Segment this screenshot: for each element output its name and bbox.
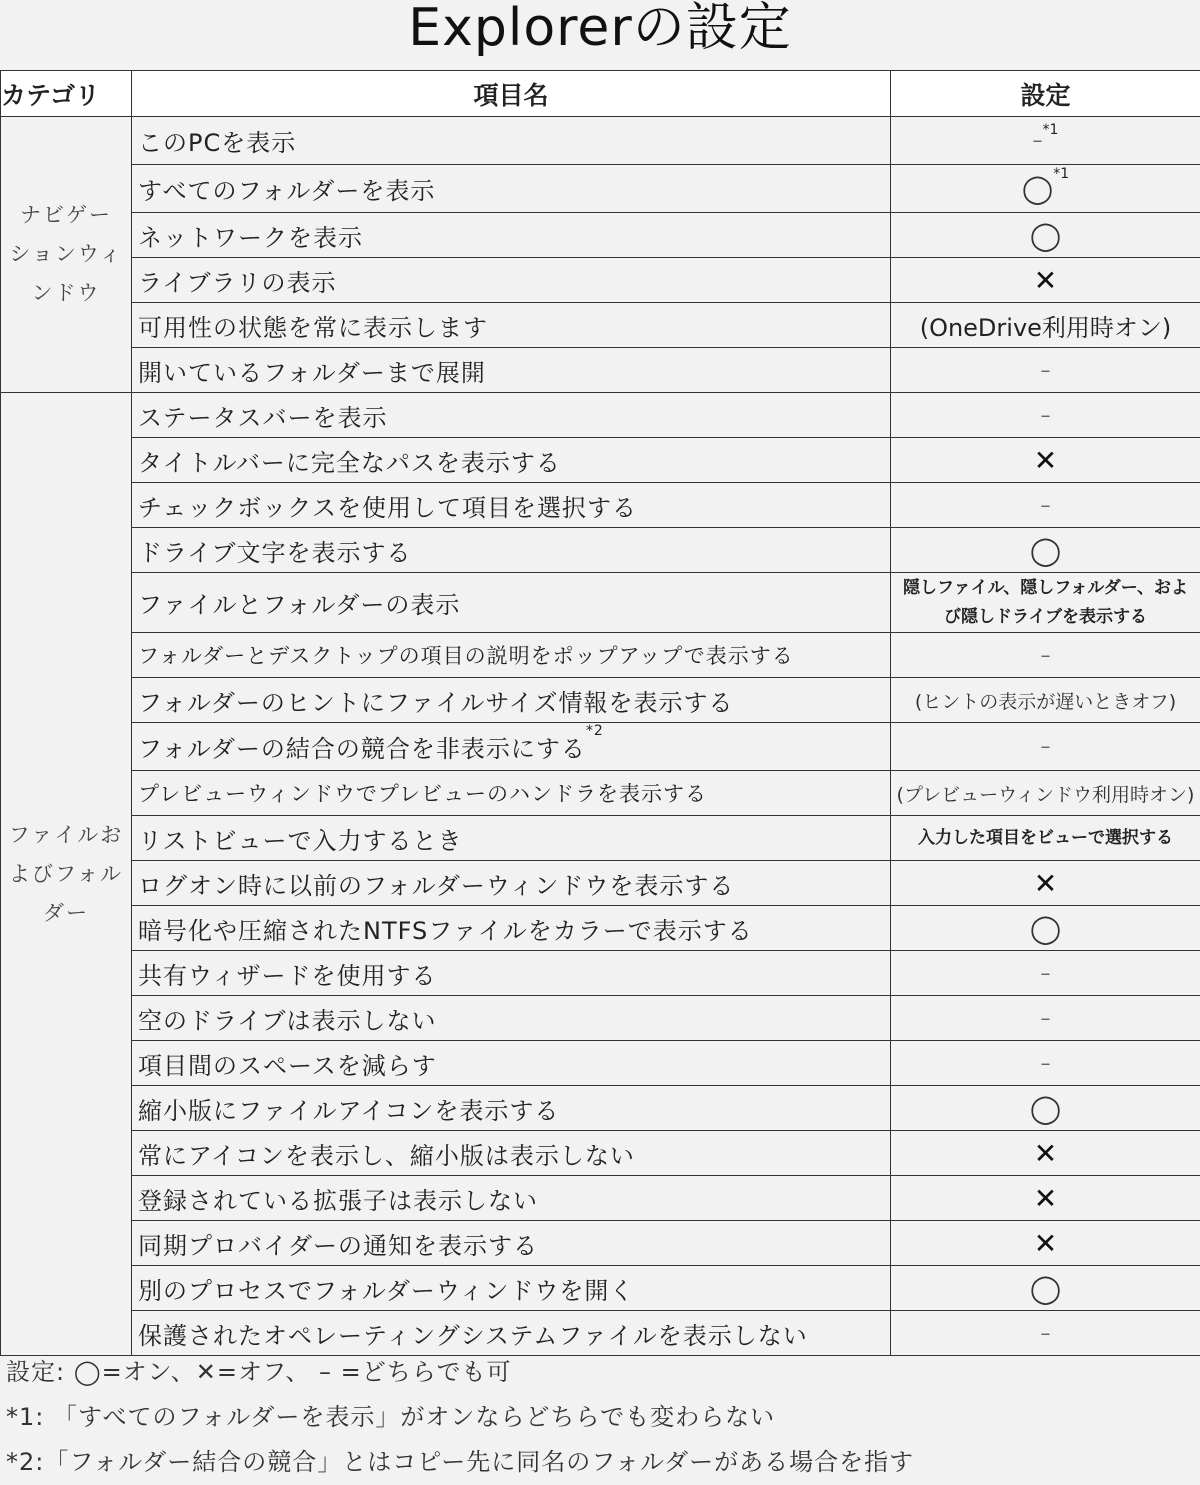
setting-cell: [891, 723, 1200, 771]
item-label: ネットワークを表示: [138, 224, 363, 252]
category-label-line: ダー: [1, 894, 131, 933]
item-name-cell: [132, 213, 891, 258]
off-cross-icon: ✕: [1034, 1182, 1057, 1215]
item-name-cell: [132, 723, 891, 771]
item-label: タイトルバーに完全なパスを表示する: [138, 449, 561, 477]
item-label: ライブラリの表示: [138, 269, 337, 297]
category-label-line: ションウィ: [1, 235, 131, 274]
either-dash-icon: –: [1041, 734, 1051, 758]
header-item: 項目名: [132, 71, 891, 117]
off-cross-icon: ✕: [1034, 1227, 1057, 1260]
table-row: [1, 528, 1200, 573]
setting-text: 入力した項目をビューで選択する: [898, 824, 1194, 853]
on-circle-icon: ◯: [1030, 1272, 1061, 1305]
table-body: [1, 117, 1200, 1356]
item-label: プレビューウィンドウでプレビューのハンドラを表示する: [138, 782, 707, 806]
table-row: [1, 213, 1200, 258]
either-dash-icon: –: [1041, 1321, 1051, 1345]
item-name-cell: [132, 816, 891, 861]
setting-text: 隠しファイル、隠しフォルダー、および隠しドライブを表示する: [898, 574, 1194, 632]
category-label-line: ファイルお: [1, 816, 131, 855]
item-name-cell: [132, 771, 891, 816]
footer-legend: 設定: ◯=オン、✕=オフ、 – =どちらでも可: [6, 1350, 914, 1395]
item-label: 共有ウィザードを使用する: [138, 962, 437, 990]
item-name-cell: [132, 528, 891, 573]
setting-cell: [891, 1176, 1200, 1221]
item-label: 開いているフォルダーまで展開: [138, 359, 486, 387]
header-category: カテゴリ: [1, 71, 132, 117]
table-row: [1, 1176, 1200, 1221]
item-label: 項目間のスペースを減らす: [138, 1052, 437, 1080]
on-circle-icon: ◯: [1030, 534, 1061, 567]
category-label-line: ナビゲー: [1, 196, 131, 235]
setting-cell: [891, 258, 1200, 303]
setting-cell: [891, 1086, 1200, 1131]
item-name-cell: [132, 348, 891, 393]
item-name-cell: [132, 1131, 891, 1176]
item-name-cell: [132, 1221, 891, 1266]
item-name-cell: [132, 438, 891, 483]
table-header-row: [1, 71, 1200, 117]
table-row: [1, 861, 1200, 906]
setting-text: (OneDrive利用時オン): [920, 314, 1172, 342]
item-label: ステータスバーを表示: [138, 404, 388, 432]
item-name-cell: [132, 1086, 891, 1131]
item-name-cell: [132, 996, 891, 1041]
item-label: ログオン時に以前のフォルダーウィンドウを表示する: [138, 872, 734, 900]
table-row: [1, 723, 1200, 771]
table-row: [1, 165, 1200, 213]
table-row: [1, 258, 1200, 303]
header-setting: 設定: [891, 71, 1200, 117]
either-dash-icon: –: [1041, 403, 1051, 427]
off-cross-icon: ✕: [1034, 1137, 1057, 1170]
off-cross-icon: ✕: [1034, 264, 1057, 297]
item-name-cell: [132, 951, 891, 996]
table-row: [1, 996, 1200, 1041]
setting-cell: [891, 996, 1200, 1041]
table-row: [1, 1311, 1200, 1356]
item-label: 暗号化や圧縮されたNTFSファイルをカラーで表示する: [138, 917, 753, 945]
item-name-cell: [132, 573, 891, 633]
setting-cell: [891, 1266, 1200, 1311]
item-label: 可用性の状態を常に表示します: [138, 314, 488, 342]
item-name-cell: [132, 117, 891, 165]
setting-cell: [891, 678, 1200, 723]
on-circle-icon: ◯: [1022, 172, 1053, 205]
either-dash-icon: –: [1041, 961, 1051, 985]
item-name-cell: [132, 165, 891, 213]
setting-cell: [891, 906, 1200, 951]
table-row: [1, 678, 1200, 723]
item-footnote-mark: *2: [586, 723, 604, 739]
table-row: [1, 438, 1200, 483]
item-label: 保護されたオペレーティングシステムファイルを表示しない: [138, 1322, 808, 1350]
item-name-cell: [132, 906, 891, 951]
item-label: フォルダーとデスクトップの項目の説明をポップアップで表示する: [138, 644, 794, 668]
table-row: [1, 348, 1200, 393]
item-name-cell: [132, 678, 891, 723]
item-label: 登録されている拡張子は表示しない: [138, 1187, 538, 1215]
table-row: [1, 771, 1200, 816]
table-row: [1, 633, 1200, 678]
item-label: 同期プロバイダーの通知を表示する: [138, 1232, 538, 1260]
off-cross-icon: ✕: [1034, 444, 1057, 477]
table-row: [1, 1221, 1200, 1266]
table-row: [1, 393, 1200, 438]
setting-cell: [891, 951, 1200, 996]
setting-cell: [891, 816, 1200, 861]
setting-cell: [891, 483, 1200, 528]
item-name-cell: [132, 303, 891, 348]
setting-cell: [891, 573, 1200, 633]
item-name-cell: [132, 1041, 891, 1086]
setting-footnote-mark: *1: [1053, 166, 1069, 182]
either-dash-icon: –: [1041, 643, 1051, 667]
setting-cell: [891, 861, 1200, 906]
table-row: [1, 117, 1200, 165]
item-name-cell: [132, 633, 891, 678]
table-row: [1, 573, 1200, 633]
footer-notes: [6, 1350, 914, 1485]
table-row: [1, 816, 1200, 861]
item-name-cell: [132, 1176, 891, 1221]
setting-cell: [891, 117, 1200, 165]
item-name-cell: [132, 1266, 891, 1311]
either-dash-icon: –: [1041, 493, 1051, 517]
item-name-cell: [132, 258, 891, 303]
category-cell: [1, 117, 132, 393]
item-name-cell: [132, 393, 891, 438]
footer-note-2: *2:「フォルダー結合の競合」とはコピー先に同名のフォルダーがある場合を指す: [6, 1440, 914, 1485]
setting-cell: [891, 1131, 1200, 1176]
setting-text: (ヒントの表示が遅いときオフ): [915, 691, 1176, 713]
item-label: 縮小版にファイルアイコンを表示する: [138, 1097, 559, 1125]
footer-note-1: *1: 「すべてのフォルダーを表示」がオンならどちらでも変わらない: [6, 1395, 914, 1440]
setting-cell: [891, 165, 1200, 213]
on-circle-icon: ◯: [1030, 912, 1061, 945]
category-label-line: ンドウ: [1, 274, 131, 313]
table-row: [1, 951, 1200, 996]
item-label: 別のプロセスでフォルダーウィンドウを開く: [138, 1277, 634, 1305]
item-label: リストビューで入力するとき: [138, 827, 463, 855]
table-row: [1, 1041, 1200, 1086]
setting-cell: [891, 1311, 1200, 1356]
on-circle-icon: ◯: [1030, 219, 1061, 252]
setting-cell: [891, 771, 1200, 816]
item-label: フォルダーのヒントにファイルサイズ情報を表示する: [138, 689, 733, 717]
either-dash-icon: –: [1033, 128, 1043, 152]
item-name-cell: [132, 861, 891, 906]
settings-table: [0, 70, 1200, 1356]
setting-cell: [891, 213, 1200, 258]
setting-footnote-mark: *1: [1043, 122, 1059, 138]
table-row: [1, 483, 1200, 528]
item-name-cell: [132, 1311, 891, 1356]
category-cell: [1, 393, 132, 1356]
either-dash-icon: –: [1041, 358, 1051, 382]
setting-text: (プレビューウィンドウ利用時オン): [897, 784, 1195, 806]
on-circle-icon: ◯: [1030, 1092, 1061, 1125]
off-cross-icon: ✕: [1034, 867, 1057, 900]
table-row: [1, 1086, 1200, 1131]
item-label: チェックボックスを使用して項目を選択する: [138, 494, 637, 522]
item-label: ファイルとフォルダーの表示: [138, 591, 460, 619]
table-row: [1, 1266, 1200, 1311]
table-row: [1, 906, 1200, 951]
either-dash-icon: –: [1041, 1051, 1051, 1075]
item-label: フォルダーの結合の競合を非表示にする: [138, 735, 586, 763]
page-title: Explorerの設定: [0, 0, 1200, 70]
item-label: ドライブ文字を表示する: [138, 539, 412, 567]
item-name-cell: [132, 483, 891, 528]
table-row: [1, 303, 1200, 348]
item-label: 常にアイコンを表示し、縮小版は表示しない: [138, 1142, 635, 1170]
item-label: このPCを表示: [138, 129, 296, 157]
category-label-line: よびフォル: [1, 855, 131, 894]
setting-cell: [891, 438, 1200, 483]
setting-cell: [891, 1041, 1200, 1086]
setting-cell: [891, 348, 1200, 393]
table-row: [1, 1131, 1200, 1176]
either-dash-icon: –: [1041, 1006, 1051, 1030]
item-label: 空のドライブは表示しない: [138, 1007, 437, 1035]
setting-cell: [891, 633, 1200, 678]
setting-cell: [891, 528, 1200, 573]
setting-cell: [891, 303, 1200, 348]
setting-cell: [891, 1221, 1200, 1266]
setting-cell: [891, 393, 1200, 438]
item-label: すべてのフォルダーを表示: [138, 177, 435, 205]
